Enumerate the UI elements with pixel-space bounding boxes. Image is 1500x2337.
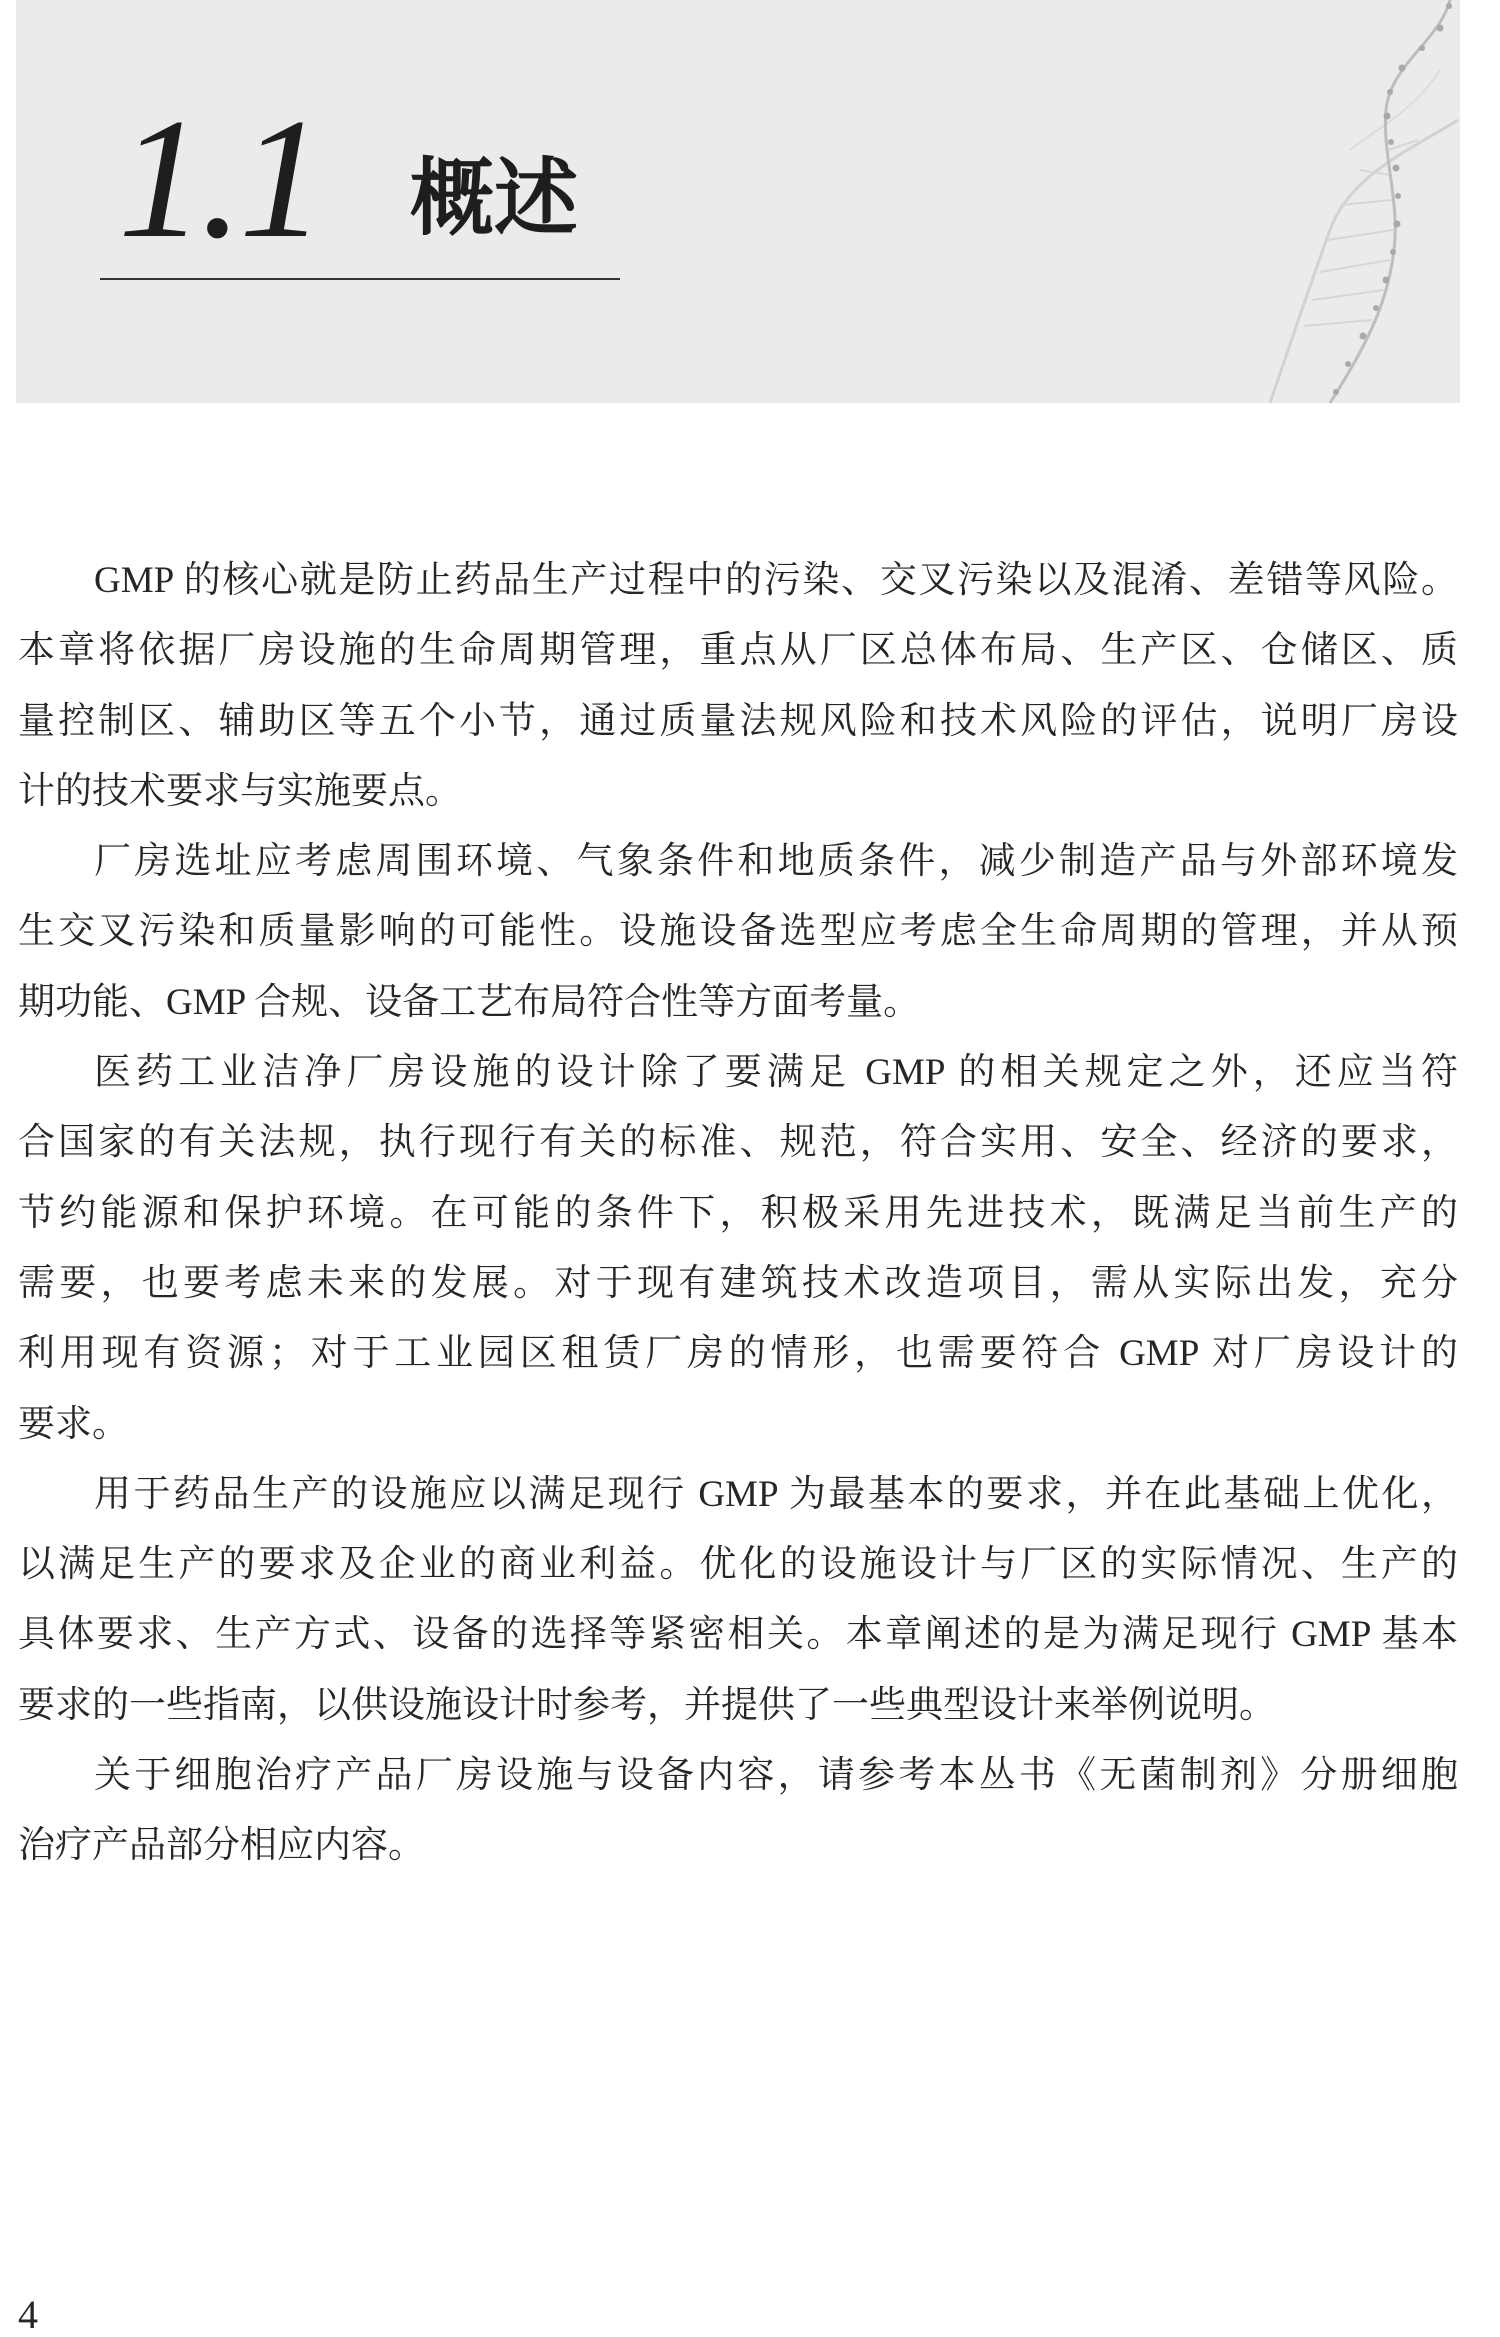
title-underline bbox=[100, 278, 620, 280]
paragraph-2-line-2: 生交叉污染和质量影响的可能性。设施设备选型应考虑全生命周期的管理，并从预 bbox=[18, 911, 1458, 953]
paragraph-3-line-6: 要求。 bbox=[18, 1403, 129, 1445]
paragraph-1-line-1: GMP 的核心就是防止药品生产过程中的污染、交叉污染以及混淆、差错等风险。 bbox=[94, 560, 1458, 601]
paragraph-5-line-1: 关于细胞治疗产品厂房设施与设备内容，请参考本丛书《无菌制剂》分册细胞 bbox=[94, 1755, 1458, 1797]
paragraph-3-line-1: 医药工业洁净厂房设施的设计除了要满足 GMP 的相关规定之外，还应当符 bbox=[94, 1052, 1458, 1094]
dna-helix-icon bbox=[1200, 0, 1460, 403]
paragraph-2-line-3: 期功能、GMP 合规、设备工艺布局符合性等方面考量。 bbox=[18, 981, 921, 1023]
body-text bbox=[18, 546, 1458, 1882]
page-number: 4 bbox=[18, 2292, 38, 2337]
paragraph-4-line-2: 以满足生产的要求及企业的商业利益。优化的设施设计与厂区的实际情况、生产的 bbox=[18, 1544, 1458, 1586]
paragraph-4-line-3: 具体要求、生产方式、设备的选择等紧密相关。本章阐述的是为满足现行 GMP 基本 bbox=[18, 1614, 1458, 1656]
section-number: 1.1 bbox=[118, 84, 321, 274]
paragraph-3-line-2: 合国家的有关法规，执行现行有关的标准、规范，符合实用、安全、经济的要求， bbox=[18, 1122, 1458, 1164]
paragraph-4-line-4: 要求的一些指南，以供设施设计时参考，并提供了一些典型设计来举例说明。 bbox=[18, 1684, 1276, 1726]
paragraph-3-line-5: 利用现有资源；对于工业园区租赁厂房的情形，也需要符合 GMP 对厂房设计的 bbox=[18, 1333, 1458, 1375]
section-header bbox=[16, 0, 1460, 403]
paragraph-1-line-3: 量控制区、辅助区等五个小节，通过质量法规风险和技术风险的评估，说明厂房设 bbox=[18, 700, 1458, 742]
paragraph-4-line-1: 用于药品生产的设施应以满足现行 GMP 为最基本的要求，并在此基础上优化， bbox=[94, 1473, 1458, 1515]
section-title: 概述 bbox=[410, 148, 579, 247]
paragraph-1-line-2: 本章将依据厂房设施的生命周期管理，重点从厂区总体布局、生产区、仓储区、质 bbox=[18, 630, 1458, 672]
paragraph-2-line-1: 厂房选址应考虑周围环境、气象条件和地质条件，减少制造产品与外部环境发 bbox=[94, 841, 1458, 883]
paragraph-3-line-3: 节约能源和保护环境。在可能的条件下，积极采用先进技术，既满足当前生产的 bbox=[18, 1192, 1458, 1234]
paragraph-3-line-4: 需要，也要考虑未来的发展。对于现有建筑技术改造项目，需从实际出发，充分 bbox=[18, 1262, 1458, 1304]
paragraph-5-line-2: 治疗产品部分相应内容。 bbox=[18, 1825, 425, 1867]
page-number-container bbox=[18, 2292, 78, 2337]
paragraph-1-line-4: 计的技术要求与实施要点。 bbox=[18, 770, 462, 812]
